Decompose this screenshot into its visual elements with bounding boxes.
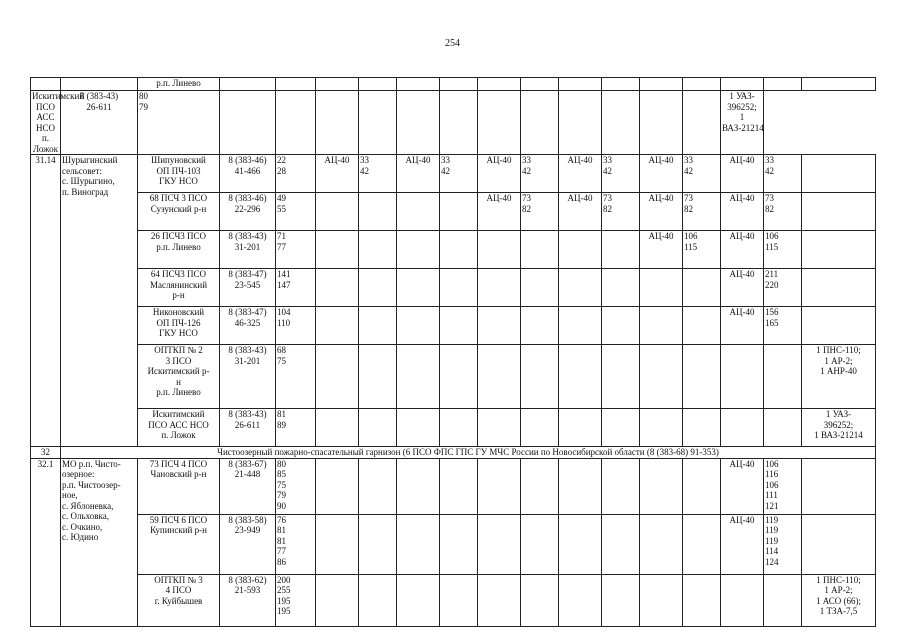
fire-cell	[559, 345, 602, 409]
phone-cell: 8 (383-47) 46-325	[220, 307, 276, 345]
reserve-cell	[802, 78, 876, 91]
fire-cell	[640, 345, 683, 409]
fire-cell	[359, 409, 397, 447]
fire-cell: 33 42	[683, 155, 721, 193]
fire-cell	[316, 231, 359, 269]
table-row	[31, 231, 876, 269]
fire-cell	[478, 409, 521, 447]
distance-cell: 49 55	[276, 193, 316, 231]
table-row	[31, 574, 876, 626]
fire-cell	[602, 345, 640, 409]
fire-cell: 106 116 106 111 121	[764, 458, 802, 514]
fire-cell	[440, 91, 478, 155]
fire-cell: АЦ-40	[721, 458, 764, 514]
fire-cell	[316, 409, 359, 447]
fire-cell	[521, 409, 559, 447]
distance-cell: 80 85 75 79 90	[276, 458, 316, 514]
fire-cell	[440, 574, 478, 626]
distance-cell: 22 28	[276, 155, 316, 193]
reserve-cell	[802, 307, 876, 345]
distance-cell: 141 147	[276, 269, 316, 307]
fire-cell: АЦ-40	[478, 193, 521, 231]
fire-cell	[359, 458, 397, 514]
fire-cell	[440, 458, 478, 514]
garrison-number: 32	[31, 447, 61, 459]
fire-cell	[316, 514, 359, 574]
fire-cell	[559, 307, 602, 345]
fire-cell	[683, 458, 721, 514]
fire-deployment-table	[30, 77, 876, 627]
reserve-cell	[802, 231, 876, 269]
fire-cell	[683, 409, 721, 447]
fire-cell	[440, 514, 478, 574]
fire-cell	[602, 574, 640, 626]
fire-cell	[478, 574, 521, 626]
fire-cell	[397, 574, 440, 626]
fire-cell: АЦ-40	[721, 307, 764, 345]
fire-cell: АЦ-40	[721, 155, 764, 193]
fire-cell	[683, 269, 721, 307]
fire-cell	[521, 514, 559, 574]
fire-cell	[316, 307, 359, 345]
reserve-cell	[802, 269, 876, 307]
fire-cell	[359, 91, 397, 155]
fire-cell	[478, 269, 521, 307]
section-number	[31, 78, 61, 91]
fire-cell: АЦ-40	[640, 193, 683, 231]
fire-cell	[440, 231, 478, 269]
table-body	[31, 78, 876, 627]
table-row	[31, 345, 876, 409]
fire-cell	[397, 231, 440, 269]
fire-cell: 73 82	[683, 193, 721, 231]
distance-cell	[276, 78, 316, 91]
reserve-cell	[802, 155, 876, 193]
fire-cell	[602, 269, 640, 307]
fire-cell	[397, 91, 440, 155]
fire-cell	[640, 269, 683, 307]
fire-cell	[521, 269, 559, 307]
fire-cell	[521, 91, 559, 155]
fire-cell	[521, 307, 559, 345]
phone-cell: 8 (383-43) 26-611	[220, 409, 276, 447]
fire-cell: 33 42	[359, 155, 397, 193]
distance-cell: 200 255 195 195	[276, 574, 316, 626]
fire-cell	[683, 574, 721, 626]
fire-cell	[640, 514, 683, 574]
table-row	[31, 307, 876, 345]
table-row	[31, 458, 876, 514]
reserve-cell: 1 УАЗ- 396252; 1 ВАЗ-21214	[721, 91, 764, 155]
fire-cell: АЦ-40	[559, 155, 602, 193]
fire-cell	[359, 269, 397, 307]
fire-cell: АЦ-40	[316, 155, 359, 193]
fire-cell	[359, 231, 397, 269]
table-row	[31, 155, 876, 193]
fire-cell: 33 42	[521, 155, 559, 193]
phone-cell: 8 (383-58) 23-949	[220, 514, 276, 574]
unit-cell: ОПТКП № 3 4 ПСО г. Куйбышев	[138, 574, 220, 626]
fire-cell: АЦ-40	[397, 155, 440, 193]
fire-cell	[764, 409, 802, 447]
phone-cell: 8 (383-47) 23-545	[220, 269, 276, 307]
fire-cell	[559, 231, 602, 269]
fire-cell: 106 115	[683, 231, 721, 269]
reserve-cell	[802, 193, 876, 231]
fire-cell	[602, 78, 640, 91]
fire-cell	[602, 514, 640, 574]
fire-cell	[602, 409, 640, 447]
phone-cell: 8 (383-43) 26-611	[61, 91, 138, 155]
fire-cell	[397, 78, 440, 91]
unit-cell: 73 ПСЧ 4 ПСО Чановский р-н	[138, 458, 220, 514]
reserve-cell	[802, 514, 876, 574]
distance-cell: 104 110	[276, 307, 316, 345]
table-row	[31, 269, 876, 307]
fire-cell	[683, 345, 721, 409]
fire-cell	[359, 514, 397, 574]
fire-cell	[316, 91, 359, 155]
fire-cell: 211 220	[764, 269, 802, 307]
fire-cell	[478, 231, 521, 269]
fire-cell	[478, 514, 521, 574]
fire-cell	[316, 345, 359, 409]
fire-cell	[316, 458, 359, 514]
fire-cell	[397, 514, 440, 574]
fire-cell	[640, 574, 683, 626]
fire-cell	[521, 574, 559, 626]
fire-cell	[721, 574, 764, 626]
fire-cell: АЦ-40	[721, 231, 764, 269]
table-row	[31, 91, 876, 155]
fire-cell	[764, 345, 802, 409]
fire-cell: 73 82	[602, 193, 640, 231]
fire-cell	[397, 193, 440, 231]
fire-cell	[521, 231, 559, 269]
fire-cell	[359, 193, 397, 231]
garrison-title: Чистоозерный пожарно-спасательный гарнизон (6 ПСО ФПС ГПС ГУ МЧС России по Новосибирской области (8 (383-68) 91-353)	[61, 447, 876, 459]
fire-cell	[559, 514, 602, 574]
fire-cell	[602, 231, 640, 269]
fire-cell: 73 82	[521, 193, 559, 231]
fire-cell: АЦ-40	[721, 193, 764, 231]
fire-cell: АЦ-40	[640, 155, 683, 193]
fire-cell	[764, 78, 802, 91]
fire-cell: АЦ-40	[478, 155, 521, 193]
fire-cell	[478, 91, 521, 155]
section-number: 31.14	[31, 155, 61, 447]
fire-cell: 33 42	[764, 155, 802, 193]
unit-cell: Искитимский ПСО АСС НСО п. Ложок	[32, 91, 85, 154]
fire-cell	[602, 458, 640, 514]
fire-cell	[683, 307, 721, 345]
fire-cell	[478, 458, 521, 514]
fire-cell	[440, 78, 478, 91]
reserve-cell: 1 ПНС-110; 1 АР-2; 1 АСО (66); 1 ТЗА-7,5	[802, 574, 876, 626]
fire-cell	[359, 307, 397, 345]
fire-cell	[316, 269, 359, 307]
municipality-cell	[61, 78, 138, 91]
fire-cell	[359, 78, 397, 91]
fire-cell	[683, 91, 721, 155]
distance-cell: 68 75	[276, 345, 316, 409]
fire-cell	[359, 574, 397, 626]
phone-cell	[220, 78, 276, 91]
fire-cell	[440, 307, 478, 345]
municipality-cell: Шурыгинский сельсовет: с. Шурыгино, п. Виноград	[61, 155, 138, 447]
fire-cell	[521, 458, 559, 514]
fire-cell	[559, 91, 602, 155]
fire-cell: 33 42	[440, 155, 478, 193]
fire-cell: АЦ-40	[721, 514, 764, 574]
fire-cell	[559, 269, 602, 307]
page-number: 254	[445, 38, 460, 49]
fire-cell	[521, 345, 559, 409]
unit-cell: 64 ПСЧ3 ПСО Маслянинский р-н	[138, 269, 220, 307]
fire-cell	[683, 514, 721, 574]
fire-cell	[640, 91, 683, 155]
fire-cell	[640, 458, 683, 514]
fire-cell	[640, 409, 683, 447]
fire-cell	[440, 409, 478, 447]
fire-cell	[478, 345, 521, 409]
fire-cell	[721, 78, 764, 91]
fire-cell	[602, 91, 640, 155]
phone-cell: 8 (383-62) 21-593	[220, 574, 276, 626]
fire-cell	[559, 574, 602, 626]
phone-cell: 8 (383-46) 41-466	[220, 155, 276, 193]
fire-cell	[640, 307, 683, 345]
fire-cell	[397, 269, 440, 307]
fire-cell	[316, 193, 359, 231]
unit-cell: Шипуновский ОП ПЧ-103 ГКУ НСО	[138, 155, 220, 193]
table-row	[31, 409, 876, 447]
unit-cell: Искитимский ПСО АСС НСО п. Ложок	[138, 409, 220, 447]
unit-cell: р.п. Линево	[138, 78, 220, 91]
fire-cell: 33 42	[602, 155, 640, 193]
distance-cell: 71 77	[276, 231, 316, 269]
fire-cell	[521, 78, 559, 91]
fire-cell	[397, 345, 440, 409]
fire-cell	[721, 409, 764, 447]
distance-cell: 76 81 81 77 86	[276, 514, 316, 574]
fire-cell	[397, 307, 440, 345]
fire-cell	[359, 345, 397, 409]
unit-cell: ОПТКП № 2 3 ПСО Искитимский р- н р.п. Линево	[138, 345, 220, 409]
phone-cell: 8 (383-67) 21-448	[220, 458, 276, 514]
phone-cell: 8 (383-46) 22-296	[220, 193, 276, 231]
phone-cell: 8 (383-43) 31-201	[220, 345, 276, 409]
reserve-cell	[802, 458, 876, 514]
fire-cell	[220, 91, 276, 155]
fire-cell	[602, 307, 640, 345]
fire-cell	[440, 345, 478, 409]
fire-cell	[397, 409, 440, 447]
fire-cell	[440, 269, 478, 307]
fire-cell: АЦ-40	[721, 269, 764, 307]
fire-cell	[316, 78, 359, 91]
fire-cell	[721, 345, 764, 409]
fire-cell: 119 119 119 114 124	[764, 514, 802, 574]
fire-cell: 73 82	[764, 193, 802, 231]
unit-cell: 68 ПСЧ 3 ПСО Сузунский р-н	[138, 193, 220, 231]
fire-cell	[683, 78, 721, 91]
fire-cell: АЦ-40	[559, 193, 602, 231]
distance-cell: 80 79	[138, 91, 220, 155]
fire-cell	[478, 78, 521, 91]
fire-cell: АЦ-40	[640, 231, 683, 269]
phone-cell: 8 (383-43) 31-201	[220, 231, 276, 269]
reserve-cell: 1 УАЗ- 396252; 1 ВАЗ-21214	[802, 409, 876, 447]
fire-cell	[478, 307, 521, 345]
unit-cell: Никоновский ОП ПЧ-126 ГКУ НСО	[138, 307, 220, 345]
fire-cell: 156 165	[764, 307, 802, 345]
fire-cell	[316, 574, 359, 626]
fire-cell: 106 115	[764, 231, 802, 269]
unit-cell: 26 ПСЧ3 ПСО р.п. Линево	[138, 231, 220, 269]
table-row	[31, 514, 876, 574]
fire-cell	[397, 458, 440, 514]
fire-cell	[276, 91, 316, 155]
fire-cell	[764, 574, 802, 626]
unit-cell: 59 ПСЧ 6 ПСО Купинский р-н	[138, 514, 220, 574]
municipality-cell: МО р.п. Чисто- озерное: р.п. Чистоозер- ное, с. Яблоневка, с. Ольховка, с. Очкино, с. Юдино	[61, 458, 138, 626]
section-number: 32.1	[31, 458, 61, 626]
fire-cell	[559, 78, 602, 91]
fire-cell	[559, 458, 602, 514]
fire-cell	[640, 78, 683, 91]
table-row	[31, 193, 876, 231]
reserve-cell: 1 ПНС-110; 1 АР-2; 1 АНР-40	[802, 345, 876, 409]
garrison-row	[31, 447, 876, 459]
fire-cell	[559, 409, 602, 447]
distance-cell: 81 89	[276, 409, 316, 447]
table-row	[31, 78, 876, 91]
fire-cell	[440, 193, 478, 231]
